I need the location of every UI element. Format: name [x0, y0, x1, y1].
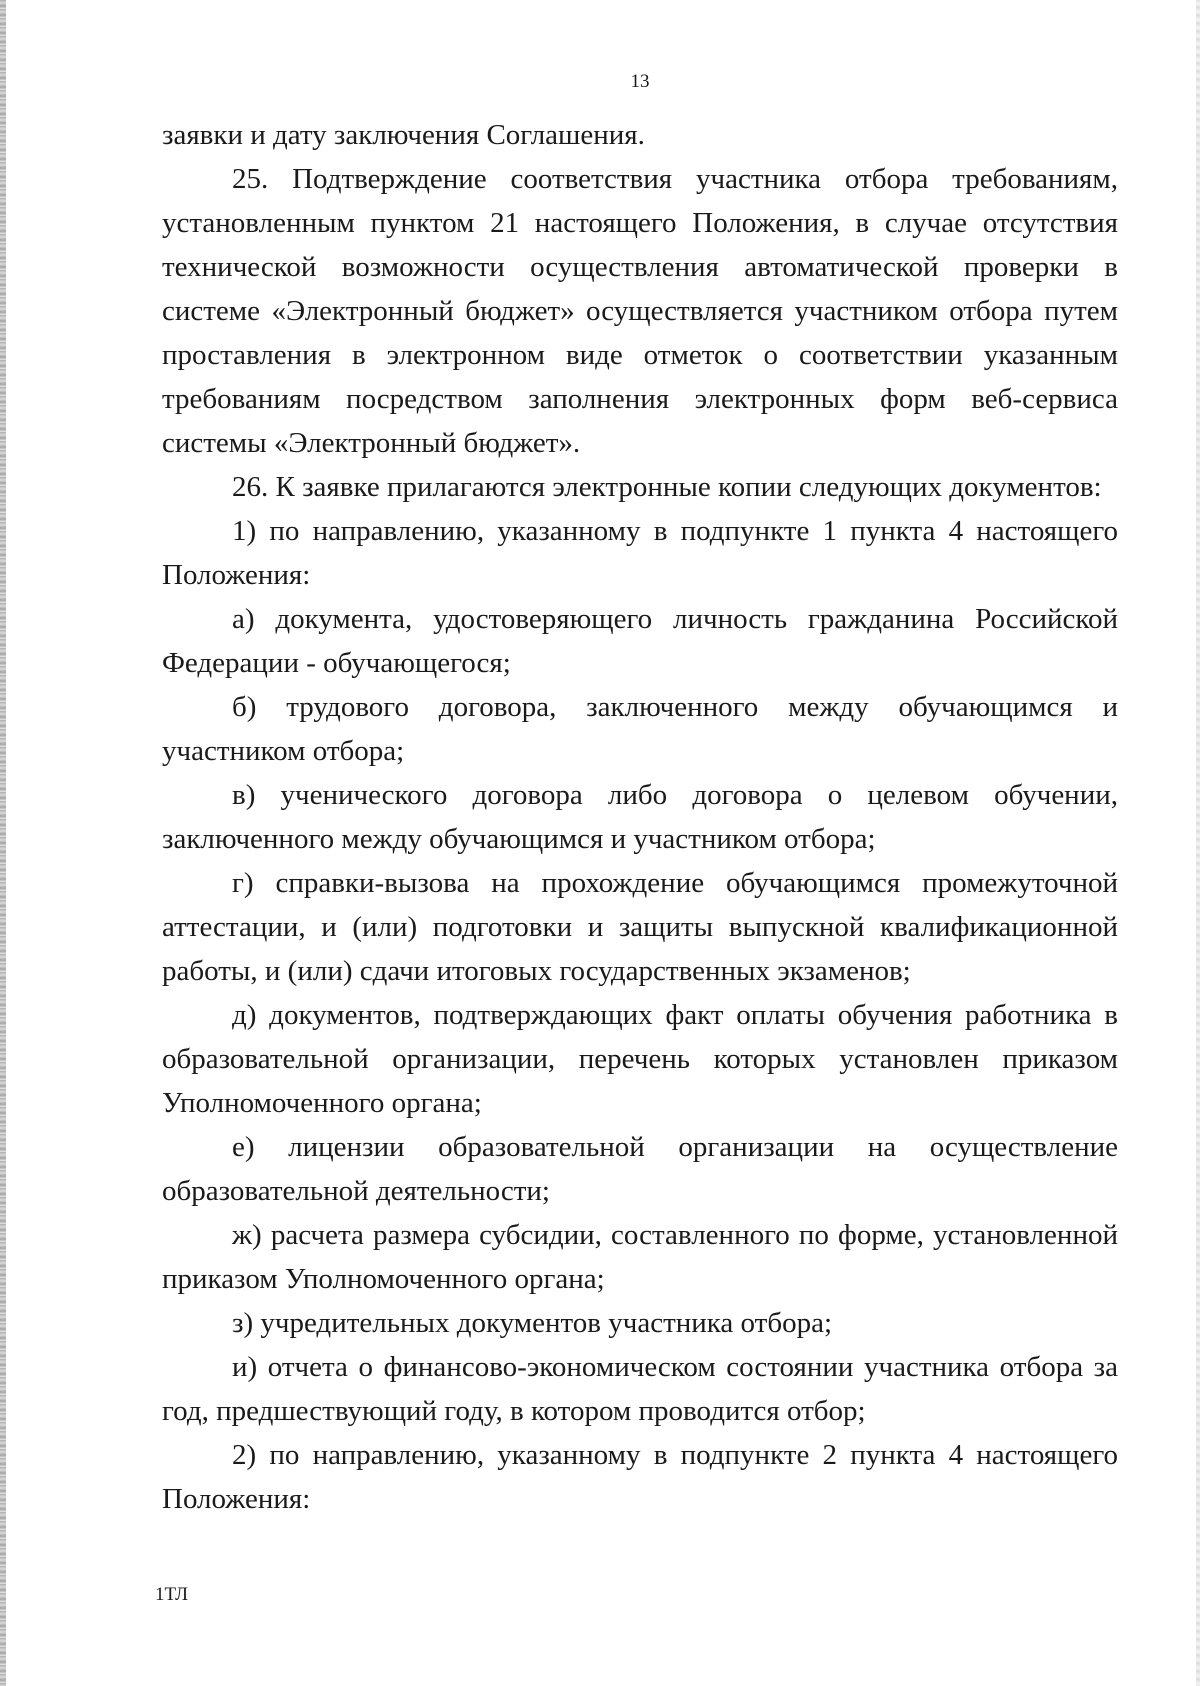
paragraph-item-25: 25. Подтверждение соответствия участника отбора требованиям, установленным пунктом 21 настоящего Положения, в случае отсутствия технической возможности осуществления автоматической проверки в системе «Электронный бюджет» осуществляется участником отбора путем проставления в электронном виде отметок о соответствии указанным требованиям посредством заполнения электронных форм веб-сервиса системы «Электронный бюджет». [162, 163, 1118, 459]
subitem-v: в) ученического договора либо договора о целевом обучении, заключенного между обучающимся и участником отбора; [162, 779, 1118, 855]
subitem-e: е) лицензии образовательной организации на осуществление образовательной деятельности; [162, 1131, 1118, 1207]
page-number: 13 [630, 71, 650, 92]
subitem-g: г) справки-вызова на прохождение обучающимся промежуточной аттестации, и (или) подготовки и защиты выпускной квалификационной работы, и (или) сдачи итоговых государственных экзаменов; [162, 867, 1118, 987]
subitem-a: а) документа, удостоверяющего личность гражданина Российской Федерации - обучающегося; [162, 603, 1118, 679]
paragraph-continuation: заявки и дату заключения Соглашения. [162, 119, 645, 151]
paragraph-item-26: 26. К заявке прилагаются электронные копии следующих документов: [232, 471, 1102, 503]
scan-edge-right [1196, 0, 1200, 1686]
subitem-z: з) учредительных документов участника отбора; [232, 1307, 833, 1339]
subitem-2: 2) по направлению, указанному в подпункте 2 пункта 4 настоящего Положения: [162, 1439, 1118, 1515]
footer-mark: 1ТЛ [155, 1584, 189, 1605]
subitem-zh: ж) расчета размера субсидии, составленного по форме, установленной приказом Уполномоченного органа; [162, 1219, 1118, 1295]
subitem-i: и) отчета о финансово-экономическом состоянии участника отбора за год, предшествующий году, в котором проводится отбор; [162, 1351, 1118, 1427]
subitem-1: 1) по направлению, указанному в подпункте 1 пункта 4 настоящего Положения: [162, 515, 1118, 591]
subitem-b: б) трудового договора, заключенного между обучающимся и участником отбора; [162, 691, 1118, 767]
scan-edge-left [0, 0, 6, 1686]
document-body [162, 113, 1118, 1521]
subitem-d: д) документов, подтверждающих факт оплаты обучения работника в образовательной организации, перечень которых установлен приказом Уполномоченного органа; [162, 999, 1118, 1119]
